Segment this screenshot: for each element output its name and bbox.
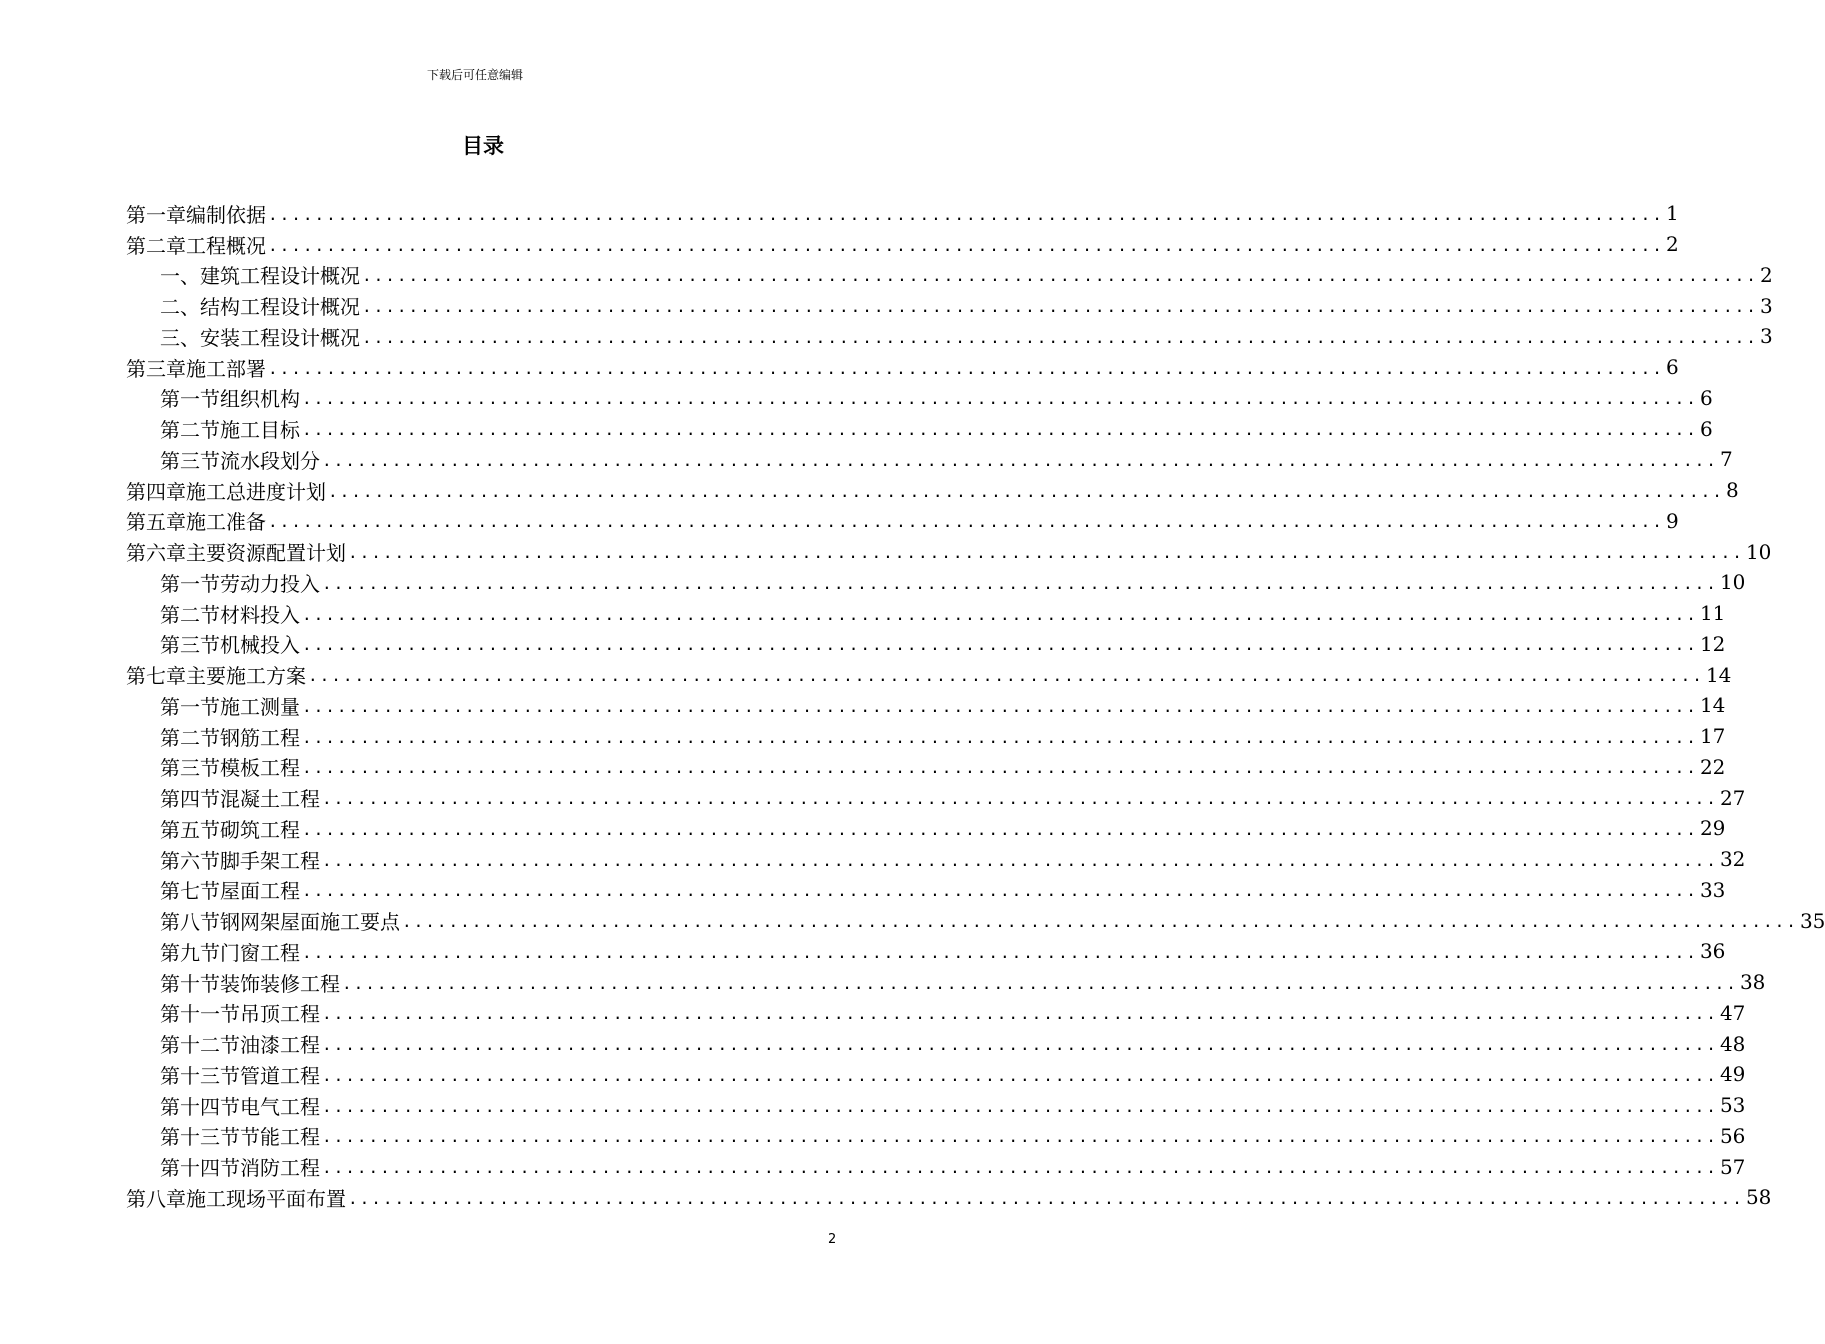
toc-entry[interactable] bbox=[126, 1090, 1746, 1121]
toc-entry-page: 10 bbox=[1745, 539, 1772, 564]
toc-entry-title: 建筑工程设计概况 bbox=[200, 264, 360, 289]
toc-entry[interactable] bbox=[126, 998, 1746, 1029]
toc-entry-number: 第三节 bbox=[160, 448, 220, 473]
toc-entry-number: 三、 bbox=[160, 325, 200, 350]
toc-entry[interactable] bbox=[126, 290, 1773, 321]
toc-entry[interactable] bbox=[126, 690, 1726, 721]
toc-entry-number: 第四节 bbox=[160, 787, 220, 812]
toc-dot-leader: ........................................................................................................................ bbox=[302, 604, 1698, 624]
toc-entry-number: 第八章 bbox=[126, 1186, 186, 1211]
toc-entry[interactable] bbox=[126, 413, 1713, 444]
toc-entry-number: 第二节 bbox=[160, 602, 220, 627]
toc-entry[interactable] bbox=[126, 936, 1726, 967]
toc-entry-number: 第三节 bbox=[160, 633, 220, 658]
toc-title: 目录 bbox=[462, 134, 504, 158]
toc-entry-page: 27 bbox=[1719, 785, 1746, 810]
toc-dot-leader: ........................................................................................................................ bbox=[348, 543, 1744, 562]
toc-entry-page: 53 bbox=[1719, 1093, 1746, 1118]
toc-dot-leader: ........................................................................................................................ bbox=[302, 727, 1698, 747]
toc-dot-leader: ........................................................................................................................ bbox=[268, 204, 1664, 224]
toc-entry[interactable] bbox=[126, 1121, 1746, 1152]
toc-entry-number: 第二节 bbox=[160, 418, 220, 443]
toc-entry-page: 49 bbox=[1719, 1062, 1746, 1087]
toc-entry[interactable] bbox=[126, 506, 1679, 537]
toc-entry-title: 组织机构 bbox=[220, 387, 300, 412]
toc-entry-title: 电气工程 bbox=[240, 1094, 320, 1119]
toc-entry-number: 第十二节 bbox=[160, 1033, 240, 1058]
toc-entry[interactable] bbox=[126, 567, 1746, 598]
toc-entry[interactable] bbox=[126, 1059, 1746, 1090]
toc-dot-leader: ........................................................................................................................ bbox=[322, 1065, 1718, 1085]
toc-dot-leader: ........................................................................................................................ bbox=[268, 235, 1664, 255]
toc-dot-leader: ........................................................................................................................ bbox=[402, 912, 1798, 931]
toc-entry-number: 第七章 bbox=[126, 664, 186, 689]
toc-entry[interactable] bbox=[126, 813, 1726, 844]
toc-entry-page: 58 bbox=[1745, 1185, 1772, 1210]
toc-entry-page: 14 bbox=[1699, 693, 1726, 718]
toc-dot-leader: ........................................................................................................................ bbox=[362, 266, 1758, 286]
toc-entry-page: 56 bbox=[1719, 1123, 1746, 1148]
toc-dot-leader: ........................................................................................................................ bbox=[362, 327, 1758, 347]
toc-dot-leader: ........................................................................................................................ bbox=[302, 696, 1698, 716]
toc-dot-leader: ........................................................................................................................ bbox=[268, 358, 1664, 378]
toc-entry[interactable] bbox=[126, 383, 1713, 414]
toc-entry-title: 劳动力投入 bbox=[220, 571, 320, 596]
toc-dot-leader: ........................................................................................................................ bbox=[362, 297, 1758, 316]
toc-entry-page: 6 bbox=[1699, 385, 1713, 410]
toc-dot-leader: ........................................................................................................................ bbox=[348, 1188, 1744, 1208]
toc-entry[interactable] bbox=[126, 536, 1772, 567]
toc-entry[interactable] bbox=[126, 198, 1679, 229]
toc-dot-leader: ........................................................................................................................ bbox=[322, 1004, 1718, 1024]
page-number: 2 bbox=[828, 1232, 837, 1247]
toc-entry-number: 第二节 bbox=[160, 725, 220, 750]
toc-entry-page: 14 bbox=[1705, 662, 1732, 687]
toc-entry-number: 第十节 bbox=[160, 971, 220, 996]
toc-dot-leader: ........................................................................................................................ bbox=[302, 758, 1698, 778]
toc-entry-title: 施工部署 bbox=[186, 356, 266, 381]
toc-entry[interactable] bbox=[126, 752, 1726, 783]
toc-entry-title: 脚手架工程 bbox=[220, 848, 320, 873]
toc-entry-number: 第八节 bbox=[160, 910, 220, 935]
toc-dot-leader: ........................................................................................................................ bbox=[308, 666, 1704, 685]
toc-entry-title: 混凝土工程 bbox=[220, 787, 320, 812]
toc-entry-number: 第六章 bbox=[126, 541, 186, 566]
toc-entry[interactable] bbox=[126, 352, 1679, 383]
toc-entry[interactable] bbox=[126, 260, 1773, 291]
table-of-contents bbox=[126, 198, 1825, 1213]
toc-entry-number: 第六节 bbox=[160, 848, 220, 873]
toc-dot-leader: ........................................................................................................................ bbox=[302, 420, 1698, 439]
toc-entry-title: 消防工程 bbox=[240, 1156, 320, 1181]
toc-entry-title: 施工测量 bbox=[220, 694, 300, 719]
toc-entry-page: 38 bbox=[1739, 970, 1766, 995]
toc-entry[interactable] bbox=[126, 629, 1726, 660]
toc-entry-page: 6 bbox=[1665, 355, 1679, 380]
toc-entry-page: 48 bbox=[1719, 1031, 1746, 1056]
toc-entry-title: 模板工程 bbox=[220, 756, 300, 781]
toc-entry[interactable] bbox=[126, 598, 1726, 629]
toc-entry-title: 施工总进度计划 bbox=[186, 479, 326, 504]
toc-entry-number: 第三章 bbox=[126, 356, 186, 381]
toc-dot-leader: ........................................................................................................................ bbox=[342, 973, 1738, 993]
page-header-note: 下载后可任意编辑 bbox=[426, 68, 523, 82]
toc-entry[interactable] bbox=[126, 229, 1679, 260]
toc-entry-page: 36 bbox=[1699, 939, 1726, 964]
toc-entry-title: 门窗工程 bbox=[220, 940, 300, 965]
toc-entry-title: 主要施工方案 bbox=[186, 664, 306, 689]
toc-entry-title: 钢网架屋面施工要点 bbox=[220, 910, 400, 935]
toc-entry-page: 35 bbox=[1799, 908, 1825, 933]
toc-entry-page: 33 bbox=[1699, 877, 1726, 902]
toc-entry-title: 砌筑工程 bbox=[220, 817, 300, 842]
toc-entry-number: 第一节 bbox=[160, 571, 220, 596]
toc-dot-leader: ........................................................................................................................ bbox=[322, 789, 1718, 808]
toc-entry-number: 第三节 bbox=[160, 756, 220, 781]
toc-entry-title: 装饰装修工程 bbox=[220, 971, 340, 996]
toc-entry[interactable] bbox=[126, 444, 1733, 475]
toc-entry-page: 47 bbox=[1719, 1000, 1746, 1025]
toc-entry-title: 编制依据 bbox=[186, 202, 266, 227]
toc-dot-leader: ........................................................................................................................ bbox=[302, 389, 1698, 409]
toc-entry-number: 二、 bbox=[160, 295, 200, 320]
toc-entry-page: 57 bbox=[1719, 1154, 1746, 1179]
toc-entry-title: 结构工程设计概况 bbox=[200, 295, 360, 320]
toc-entry-number: 第十一节 bbox=[160, 1002, 240, 1027]
toc-entry-page: 3 bbox=[1759, 324, 1773, 349]
toc-dot-leader: ........................................................................................................................ bbox=[302, 881, 1698, 901]
toc-entry-number: 第十四节 bbox=[160, 1094, 240, 1119]
toc-entry-title: 施工现场平面布置 bbox=[186, 1186, 346, 1211]
toc-entry-number: 第二章 bbox=[126, 233, 186, 258]
toc-entry-page: 32 bbox=[1719, 847, 1746, 872]
toc-entry-title: 管道工程 bbox=[240, 1063, 320, 1088]
toc-entry[interactable] bbox=[126, 1028, 1746, 1059]
toc-dot-leader: ........................................................................................................................ bbox=[322, 850, 1718, 870]
toc-entry-title: 材料投入 bbox=[220, 602, 300, 627]
toc-dot-leader: ........................................................................................................................ bbox=[268, 512, 1664, 532]
toc-entry-page: 11 bbox=[1699, 601, 1726, 626]
toc-entry[interactable] bbox=[126, 782, 1746, 813]
toc-dot-leader: ........................................................................................................................ bbox=[322, 450, 1718, 470]
toc-entry[interactable] bbox=[126, 321, 1773, 352]
toc-entry-title: 节能工程 bbox=[240, 1125, 320, 1150]
toc-entry-page: 10 bbox=[1719, 570, 1746, 595]
toc-entry[interactable] bbox=[126, 844, 1746, 875]
toc-entry[interactable] bbox=[126, 1182, 1772, 1213]
toc-entry-page: 9 bbox=[1665, 508, 1679, 533]
toc-entry-number: 一、 bbox=[160, 264, 200, 289]
toc-entry-title: 施工目标 bbox=[220, 418, 300, 443]
toc-entry-page: 1 bbox=[1665, 201, 1679, 226]
toc-entry-number: 第十三节 bbox=[160, 1125, 240, 1150]
toc-dot-leader: ........................................................................................................................ bbox=[322, 1035, 1718, 1054]
toc-entry[interactable] bbox=[126, 905, 1825, 936]
toc-entry-number: 第四章 bbox=[126, 479, 186, 504]
toc-entry[interactable] bbox=[126, 721, 1726, 752]
toc-dot-leader: ........................................................................................................................ bbox=[302, 635, 1698, 655]
toc-entry[interactable] bbox=[126, 875, 1726, 906]
toc-entry-page: 2 bbox=[1759, 262, 1773, 287]
toc-entry-number: 第一节 bbox=[160, 387, 220, 412]
toc-entry-title: 屋面工程 bbox=[220, 879, 300, 904]
toc-entry[interactable] bbox=[126, 967, 1766, 998]
toc-entry-page: 22 bbox=[1699, 754, 1726, 779]
toc-dot-leader: ........................................................................................................................ bbox=[322, 1158, 1718, 1177]
toc-entry-title: 吊顶工程 bbox=[240, 1002, 320, 1027]
toc-entry-page: 7 bbox=[1719, 447, 1733, 472]
toc-dot-leader: ........................................................................................................................ bbox=[322, 573, 1718, 593]
toc-entry-number: 第一节 bbox=[160, 694, 220, 719]
toc-entry-title: 机械投入 bbox=[220, 633, 300, 658]
toc-entry-page: 8 bbox=[1725, 478, 1739, 503]
toc-entry-title: 施工准备 bbox=[186, 510, 266, 535]
toc-entry-title: 工程概况 bbox=[186, 233, 266, 258]
toc-entry-number: 第一章 bbox=[126, 202, 186, 227]
toc-entry-number: 第五章 bbox=[126, 510, 186, 535]
toc-entry-number: 第十三节 bbox=[160, 1063, 240, 1088]
toc-dot-leader: ........................................................................................................................ bbox=[322, 1096, 1718, 1116]
toc-entry-title: 安装工程设计概况 bbox=[200, 325, 360, 350]
toc-entry-page: 17 bbox=[1699, 724, 1726, 749]
toc-entry-page: 12 bbox=[1699, 631, 1726, 656]
toc-entry[interactable] bbox=[126, 475, 1739, 506]
toc-entry-page: 3 bbox=[1759, 293, 1773, 318]
toc-entry-number: 第九节 bbox=[160, 940, 220, 965]
toc-entry-number: 第十四节 bbox=[160, 1156, 240, 1181]
toc-entry-title: 钢筋工程 bbox=[220, 725, 300, 750]
toc-entry-number: 第七节 bbox=[160, 879, 220, 904]
toc-entry-page: 29 bbox=[1699, 816, 1726, 841]
toc-entry-title: 油漆工程 bbox=[240, 1033, 320, 1058]
toc-entry[interactable] bbox=[126, 659, 1732, 690]
toc-dot-leader: ........................................................................................................................ bbox=[322, 1127, 1718, 1147]
toc-dot-leader: ........................................................................................................................ bbox=[302, 819, 1698, 839]
toc-entry-title: 主要资源配置计划 bbox=[186, 541, 346, 566]
toc-entry-title: 流水段划分 bbox=[220, 448, 320, 473]
toc-entry-number: 第五节 bbox=[160, 817, 220, 842]
toc-entry[interactable] bbox=[126, 1151, 1746, 1182]
toc-entry-page: 2 bbox=[1665, 232, 1679, 257]
toc-dot-leader: ........................................................................................................................ bbox=[328, 481, 1724, 501]
toc-dot-leader: ........................................................................................................................ bbox=[302, 942, 1698, 962]
toc-entry-page: 6 bbox=[1699, 416, 1713, 441]
